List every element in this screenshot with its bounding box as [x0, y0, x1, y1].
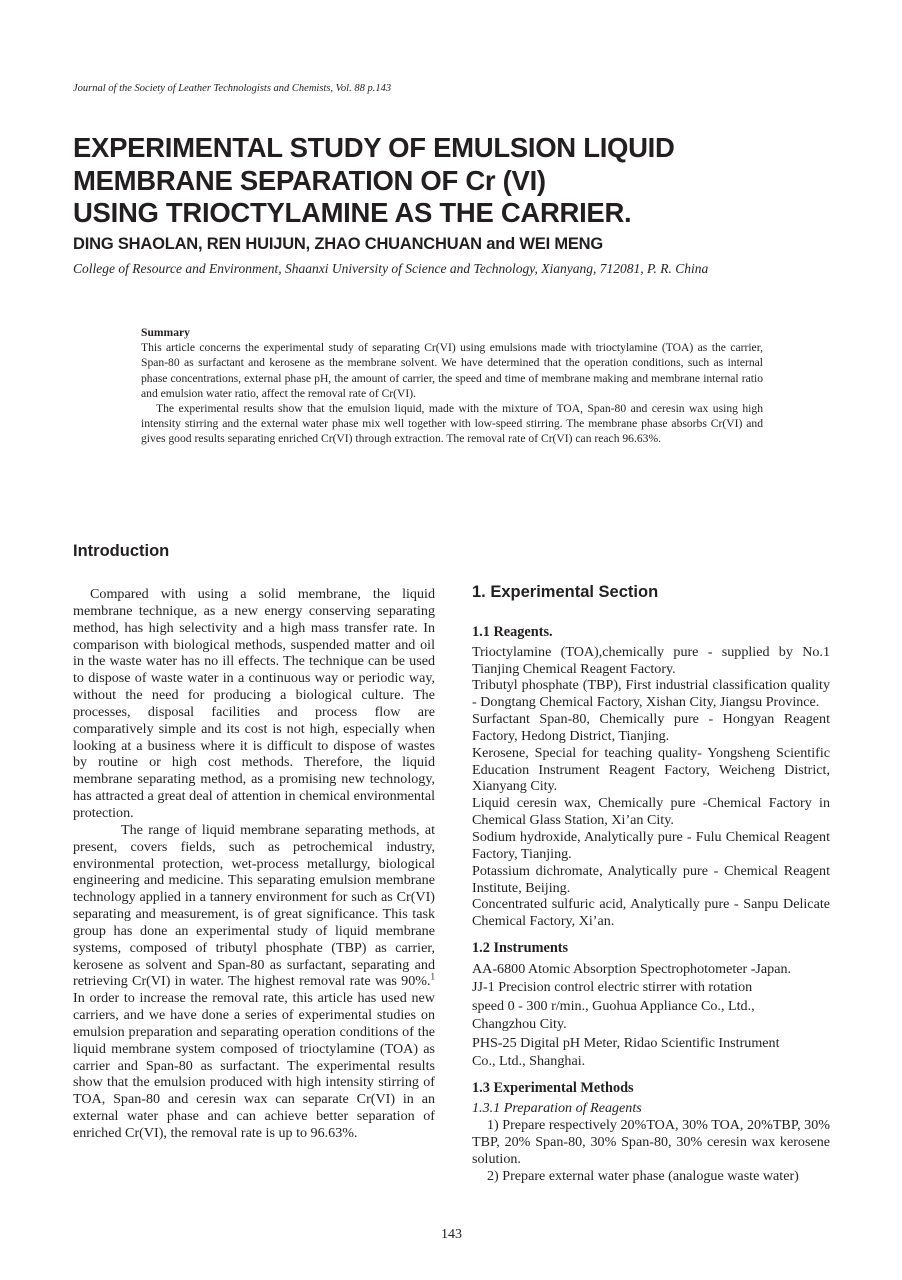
affiliation: College of Resource and Environment, Shaanxi University of Science and Technology, Xianyang, 712081, P. R. China	[73, 261, 709, 276]
intro-paragraph: Compared with using a solid membrane, the liquid membrane technique, as a new energy conserving separating method, has high selectivity and a high mass transfer rate. In comparison with biological methods, suspended matter and oil in the waste water has no ill effects. The technique can be used to dispose of waste water in a continuous way or periodic way, without the need for producing a biological culture. The processes, disposal facilities and process flow are comparatively simple and its cost is not high, especially when looking at a business where it is difficult to dispose of wastes by routine or high cost methods. Therefore, the liquid membrane separating method, as a promising new technology, has attracted a great deal of attention in chemical environmental protection.	[73, 586, 435, 821]
instrument-line: Changzhou City.	[472, 1016, 567, 1033]
reagent-item: Tributyl phosphate (TBP), First industrial classification quality - Dongtang Chemical Factory, Xishan City, Jiangsu Province.	[472, 677, 830, 711]
summary-paragraph: This article concerns the experimental study of separating Cr(VI) using emulsions made with trioctylamine (TOA) as the carrier, Span-80 as surfactant and kerosene as the membrane solvent. We have determined that the operation conditions, such as internal phase concentrations, external phase pH, the amount of carrier, the speed and time of membrane making and membrane internal ratio and emulsion water ratio, affect the removal rate of Cr(VI).	[141, 341, 763, 400]
method-step: 1) Prepare respectively 20%TOA, 30% TOA, 20%TBP, 30% TBP, 20% Span-80, 30% Span-80, 30% ceresin wax kerosene solution.	[472, 1117, 830, 1167]
introduction-heading: Introduction	[73, 542, 170, 560]
subsubsection-heading: 1.3.1 Preparation of Reagents	[472, 1100, 642, 1117]
intro-text: The range of liquid membrane separating methods, at present, covers fields, such as petrochemical industry, environmental protection, wet-process metallurgy, biological engineering and medicine. This separating emulsion membrane technology applied in a tannery environment for such as Cr(VI) separating and measurement, is of great significance. This task group has done an experimental study of liquid membrane systems, composed of tributyl phosphate (TBP) as carrier, kerosene as solvent and Span-80 as surfactant, separating and retrieving Cr(VI) in water. The highest removal rate was 90%.	[73, 821, 435, 990]
title-line: USING TRIOCTYLAMINE AS THE CARRIER.	[73, 197, 632, 228]
subsection-heading-methods: 1.3 Experimental Methods	[472, 1080, 634, 1097]
reagent-item: Kerosene, Special for teaching quality- Yongsheng Scientific Education Instrument Reagent Factory, Weicheng District, Xianyang City.	[472, 744, 830, 795]
reagent-item: Potassium dichromate, Analytically pure - Chemical Reagent Institute, Beijing.	[472, 862, 830, 896]
reagent-item: Concentrated sulfuric acid, Analytically pure - Sanpu Delicate Chemical Factory, Xi’an.	[472, 896, 830, 930]
summary-block	[141, 325, 763, 447]
reagent-item: Trioctylamine (TOA),chemically pure - supplied by No.1 Tianjing Chemical Reagent Factory.	[472, 643, 830, 677]
page-number: 143	[441, 1227, 462, 1242]
reagent-item: Liquid ceresin wax, Chemically pure -Chemical Factory in Chemical Glass Station, Xi’an City.	[472, 795, 830, 829]
instrument-line: AA-6800 Atomic Absorption Spectrophotometer -Japan.	[472, 960, 792, 977]
summary-paragraph: The experimental results show that the emulsion liquid, made with the mixture of TOA, Span-80 and ceresin wax using high intensity stirring and the external water phase mix well together with low-speed stirring. The membrane phase absorbs Cr(VI) and gives good results separating enriched Cr(VI) through extraction. The removal rate of Cr(VI) can reach 96.63%.	[141, 402, 763, 446]
reagent-item: Surfactant Span-80, Chemically pure - Hongyan Reagent Factory, Hedong District, Tianjing.	[472, 711, 830, 744]
reagent-item: Sodium hydroxide, Analytically pure - Fulu Chemical Reagent Factory, Tianjing.	[472, 828, 830, 862]
authors: DING SHAOLAN, REN HUIJUN, ZHAO CHUANCHUAN and WEI MENG	[73, 235, 604, 253]
intro-text: In order to increase the removal rate, this article has used new carriers, and we have done a series of experimental studies on emulsion preparation and separating operation conditions of the liquid membrane system composed of trioctylamine (TOA) as carrier and Span-80 as surfactant. The experimental results show that the emulsion produced with high intensity stirring of TOA, Span-80 and ceresin wax can separate Cr(VI) in an external water phase and can achieve better separation of enriched Cr(VI), the removal rate is up to 96.63%.	[73, 990, 435, 1141]
section-heading: 1. Experimental Section	[472, 583, 659, 601]
method-step: 2) Prepare external water phase (analogue waste water)	[487, 1167, 799, 1184]
summary-heading: Summary	[141, 326, 190, 339]
instrument-line: PHS-25 Digital pH Meter, Ridao Scientific Instrument	[472, 1034, 780, 1051]
instrument-line: Co., Ltd., Shanghai.	[472, 1052, 586, 1069]
journal-citation: Journal of the Society of Leather Technologists and Chemists, Vol. 88 p.143	[73, 83, 392, 94]
intro-paragraph	[73, 822, 435, 1142]
instrument-line: speed 0 - 300 r/min., Guohua Appliance Co., Ltd.,	[472, 997, 755, 1014]
title-line: EXPERIMENTAL STUDY OF EMULSION LIQUID	[73, 132, 675, 163]
subsection-heading-instruments: 1.2 Instruments	[472, 940, 569, 957]
left-column	[73, 586, 435, 1142]
title-line: MEMBRANE SEPARATION OF Cr (VI)	[73, 164, 546, 196]
right-column	[472, 584, 830, 1184]
subsection-heading-reagents: 1.1 Reagents.	[472, 623, 553, 640]
citation-ref: 1	[430, 971, 435, 982]
paper-title	[73, 132, 833, 230]
instrument-line: JJ-1 Precision control electric stirrer with rotation	[472, 979, 753, 996]
